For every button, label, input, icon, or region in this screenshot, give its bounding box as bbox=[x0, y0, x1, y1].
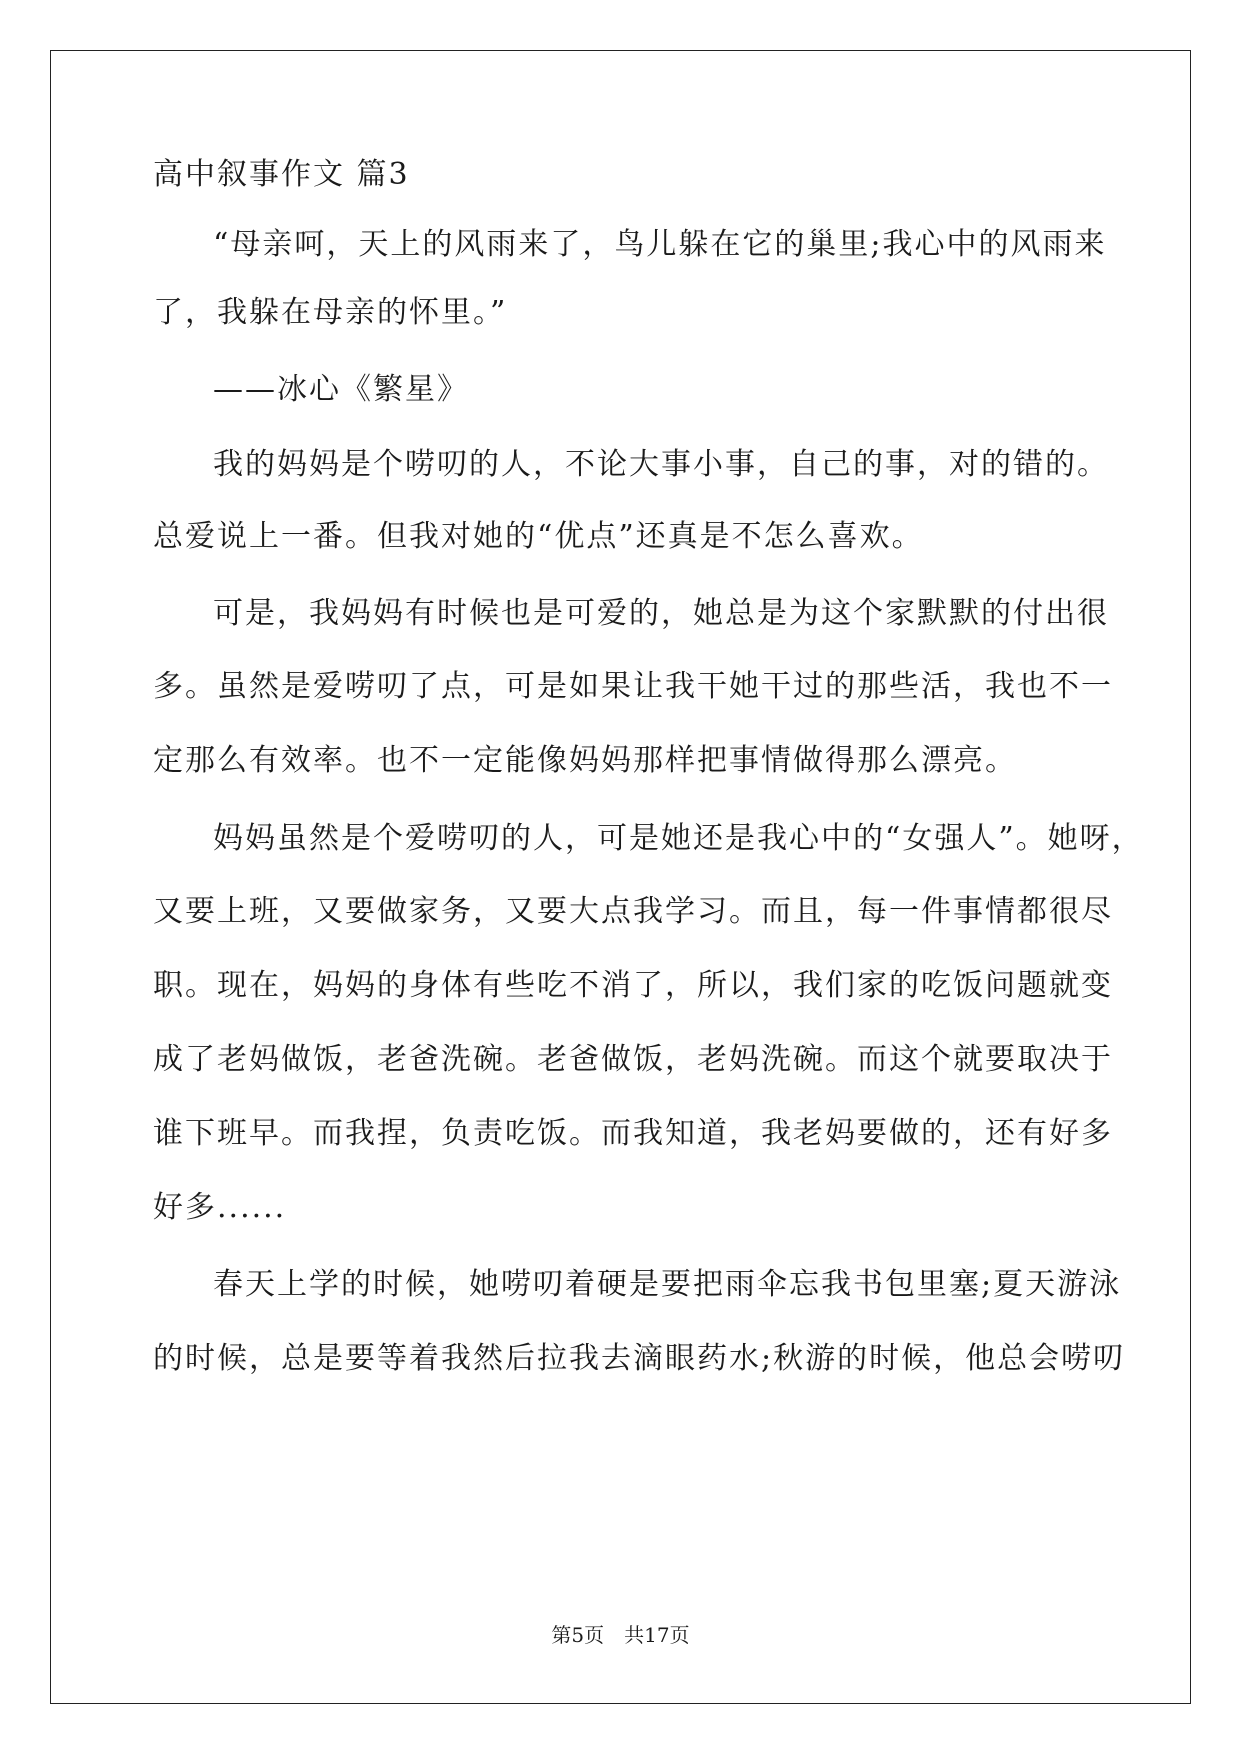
text-line: 了，我躲在母亲的怀里。” bbox=[153, 295, 508, 330]
text-line: 我的妈妈是个唠叨的人，不论大事小事，自己的事，对的错的。 bbox=[213, 447, 1109, 482]
text-line: 职。现在，妈妈的身体有些吃不消了，所以，我们家的吃饭问题就变 bbox=[153, 968, 1113, 1003]
text-line: 春天上学的时候，她唠叨着硬是要把雨伞忘我书包里塞;夏天游泳 bbox=[213, 1267, 1122, 1302]
text-line: 定那么有效率。也不一定能像妈妈那样把事情做得那么漂亮。 bbox=[153, 743, 1017, 778]
text-line: 的时候，总是要等着我然后拉我去滴眼药水;秋游的时候，他总会唠叨 bbox=[153, 1341, 1126, 1376]
text-line: 谁下班早。而我捏，负责吃饭。而我知道，我老妈要做的，还有好多 bbox=[153, 1116, 1113, 1151]
text-line: 成了老妈做饭，老爸洗碗。老爸做饭，老妈洗碗。而这个就要取决于 bbox=[153, 1042, 1113, 1077]
document-title: 高中叙事作文 篇3 bbox=[153, 157, 410, 192]
text-line: 好多...... bbox=[153, 1190, 287, 1225]
text-line: ——冰心《繁星》 bbox=[213, 372, 469, 407]
text-line: 总爱说上一番。但我对她的“优点”还真是不怎么喜欢。 bbox=[153, 519, 924, 554]
page-number: 第5页 共17页 bbox=[551, 1623, 690, 1647]
text-line: 可是，我妈妈有时候也是可爱的，她总是为这个家默默的付出很 bbox=[213, 596, 1109, 631]
text-line: 妈妈虽然是个爱唠叨的人，可是她还是我心中的“女强人”。她呀， bbox=[213, 821, 1144, 856]
text-line: 多。虽然是爱唠叨了点，可是如果让我干她干过的那些活，我也不一 bbox=[153, 669, 1113, 704]
text-line: “母亲呵，天上的风雨来了，鸟儿躲在它的巢里;我心中的风雨来 bbox=[213, 227, 1107, 262]
text-line: 又要上班，又要做家务，又要大点我学习。而且，每一件事情都很尽 bbox=[153, 894, 1113, 929]
